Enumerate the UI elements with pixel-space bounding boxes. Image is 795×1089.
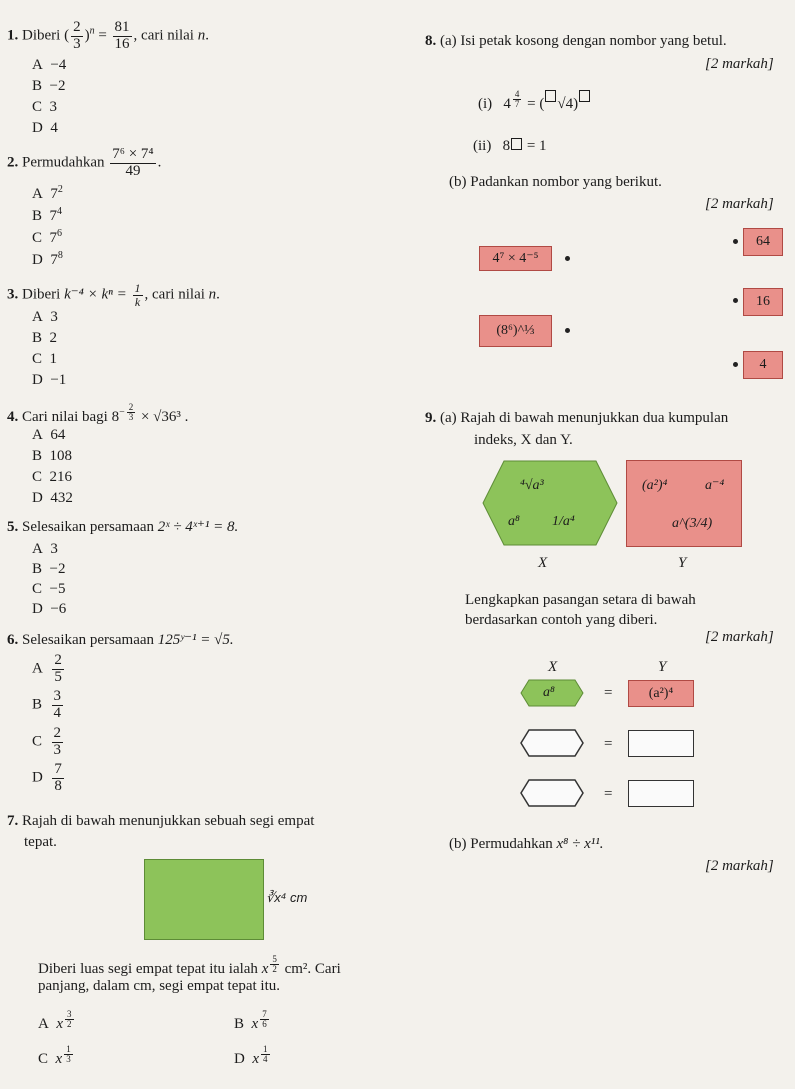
question-number: 7. — [7, 813, 19, 829]
equals-sign: = — [604, 685, 613, 701]
rect-item-2: a⁻⁴ — [705, 478, 725, 493]
equals-sign: = — [604, 786, 613, 802]
rectangle-figure — [144, 859, 264, 940]
q8-part-i: (i) 4 $^{\frac{4}{7}}$ = ( √4) — [478, 90, 591, 113]
answer-box-2[interactable] — [628, 780, 694, 807]
marks-label: [2 markah] — [705, 56, 774, 72]
question-number: 8. — [425, 33, 437, 49]
marks-label: [2 markah] — [705, 629, 774, 645]
match-dot[interactable] — [733, 239, 738, 244]
fraction: $\frac{2}{3}$ — [53, 725, 62, 758]
question-number: 5. — [7, 519, 19, 535]
fraction: $\frac{2}{5}$ — [54, 652, 62, 685]
option-d[interactable]: D −1 — [32, 372, 67, 388]
fraction: $\frac{\text{7⁶ × 7⁴}}{49}$ — [112, 146, 154, 179]
rect-item-3: a^(3/4) — [672, 516, 713, 531]
question-number: 1. — [7, 27, 19, 44]
option-a[interactable]: A $\frac{2}{5}$ — [32, 652, 62, 685]
group-label-x: X — [538, 555, 548, 571]
example-x-value: a⁸ — [543, 685, 555, 700]
question-5-stem: 5. Selesaikan persamaan 2ˣ ÷ 4ˣ⁺¹ = 8. — [7, 519, 239, 535]
match-dot[interactable] — [733, 362, 738, 367]
fraction: $\frac{2}{3}$ — [73, 19, 81, 52]
option-d[interactable]: D 4 — [32, 120, 58, 136]
q8-part-ii: (ii) 8 = 1 — [473, 138, 547, 154]
option-c[interactable]: C $7^6$ — [32, 228, 63, 246]
question-6-stem: 6. Selesaikan persamaan 125ʸ⁻¹ = √5. — [7, 632, 234, 648]
blank-box[interactable] — [545, 90, 556, 102]
option-d[interactable]: D $7^8$ — [32, 250, 63, 268]
example-y-value: (a²)⁴ — [628, 680, 694, 707]
option-a[interactable]: A x $^{\frac{3}{2}}$ — [38, 1009, 72, 1033]
blank-box[interactable] — [579, 90, 590, 102]
option-b[interactable]: B $\frac{3}{4}$ — [32, 688, 62, 721]
option-c[interactable]: C 3 — [32, 99, 58, 115]
question-number: 3. — [7, 286, 19, 303]
match-dot[interactable] — [565, 328, 570, 333]
q9-instruction-line2: berdasarkan contoh yang diberi. — [465, 612, 658, 628]
question-9a-stem: 9. (a) Rajah di bawah menunjukkan dua kumpulan — [425, 410, 729, 426]
question-9a-stem-line2: indeks, X dan Y. — [474, 432, 573, 448]
rect-item-1: (a²)⁴ — [642, 478, 668, 493]
marks-label: [2 markah] — [705, 858, 774, 874]
rectangle-side-label: ∛x⁴ cm — [266, 890, 308, 905]
question-9b-stem: (b) Permudahkan x⁸ ÷ x¹¹. — [449, 836, 604, 852]
option-c[interactable]: C −5 — [32, 581, 66, 597]
fraction: $\frac{1}{k}$ — [134, 281, 141, 309]
question-1-stem: 1. Diberi ( $\frac{2}{3}$ )$^n$ = $\frac{81}{16}$ , cari nilai n. — [7, 19, 209, 52]
option-b[interactable]: B 108 — [32, 448, 73, 464]
option-d[interactable]: D 432 — [32, 490, 73, 506]
question-4-stem: 4. Cari nilai bagi $8^{- \frac{2}{3}}$ × √36³ . — [7, 402, 189, 426]
question-number: 9. — [425, 410, 437, 426]
match-card-right-2[interactable]: 16 — [743, 288, 783, 316]
question-3-stem: 3. Diberi k⁻⁴ × kⁿ = $\frac{1}{k}$ , cari nilai n. — [7, 281, 220, 309]
match-dot[interactable] — [565, 256, 570, 261]
question-number: 6. — [7, 632, 19, 648]
answer-hexagon-2[interactable] — [520, 779, 584, 807]
option-c[interactable]: C x $^{\frac{1}{3}}$ — [38, 1044, 71, 1068]
option-b[interactable]: B 2 — [32, 330, 58, 346]
column-label-y: Y — [658, 659, 667, 675]
marks-label: [2 markah] — [705, 196, 774, 212]
hex-item-3: 1/a⁴ — [552, 514, 575, 529]
group-label-y: Y — [678, 555, 687, 571]
stem-text: Diberi — [22, 27, 61, 44]
match-card-left-2[interactable]: (8⁶)^⅓ — [479, 315, 552, 347]
option-d[interactable]: D x $^{\frac{1}{4}}$ — [234, 1044, 268, 1068]
question-7-description: Diberi luas segi empat tepat itu ialah x $^{\frac{5}{2}}$ cm². Cari — [38, 954, 341, 978]
question-2-stem: 2. Permudahkan $\frac{\text{7⁶ × 7⁴}}{49}$ . — [7, 146, 162, 179]
question-7-stem-line2: tepat. — [24, 834, 57, 850]
equals-sign: = — [604, 736, 613, 752]
question-8a-stem: 8. (a) Isi petak kosong dengan nombor yang betul. — [425, 33, 727, 49]
match-card-left-1[interactable]: 4⁷ × 4⁻⁵ — [479, 246, 552, 271]
option-a[interactable]: A −4 — [32, 57, 67, 73]
fraction: $\frac{2}{3}$ — [128, 402, 134, 423]
hexagon-group-x — [482, 460, 618, 546]
hex-item-1: ⁴√a³ — [520, 478, 544, 493]
answer-box-1[interactable] — [628, 730, 694, 757]
answer-hexagon-1[interactable] — [520, 729, 584, 757]
match-card-right-1[interactable]: 64 — [743, 228, 783, 256]
question-8b-stem: (b) Padankan nombor yang berikut. — [449, 174, 662, 190]
fraction: $\frac{81}{16}$ — [114, 19, 130, 52]
column-label-x: X — [548, 659, 558, 675]
option-d[interactable]: D −6 — [32, 601, 67, 617]
question-number: 2. — [7, 154, 19, 171]
hex-item-2: a⁸ — [508, 514, 520, 529]
match-card-right-3[interactable]: 4 — [743, 351, 783, 379]
fraction: $\frac{7}{8}$ — [54, 761, 62, 794]
option-b[interactable]: B −2 — [32, 561, 66, 577]
question-number: 4. — [7, 409, 19, 426]
option-a[interactable]: A 3 — [32, 309, 58, 325]
question-7-description-line2: panjang, dalam cm, segi empat tepat itu. — [38, 978, 281, 994]
fraction: $\frac{3}{4}$ — [53, 688, 62, 721]
rectangle-group-y — [626, 460, 742, 547]
q9-instruction: Lengkapkan pasangan setara di bawah — [465, 592, 696, 608]
option-c[interactable]: C 216 — [32, 469, 73, 485]
fraction: 5 2 — [272, 954, 277, 975]
match-dot[interactable] — [733, 298, 738, 303]
option-a[interactable]: A 64 — [32, 427, 66, 443]
question-7-stem: 7. Rajah di bawah menunjukkan sebuah segi empat — [7, 813, 315, 829]
option-a[interactable]: A 3 — [32, 541, 58, 557]
option-c[interactable]: C $\frac{2}{3}$ — [32, 725, 62, 758]
option-c[interactable]: C 1 — [32, 351, 58, 367]
option-b[interactable]: B −2 — [32, 78, 66, 94]
option-d[interactable]: D $\frac{7}{8}$ — [32, 761, 62, 794]
option-b[interactable]: B $7^4$ — [32, 206, 63, 224]
blank-box[interactable] — [511, 138, 522, 150]
option-b[interactable]: B x $^{\frac{7}{6}}$ — [234, 1009, 267, 1033]
option-a[interactable]: A $7^2$ — [32, 184, 63, 202]
